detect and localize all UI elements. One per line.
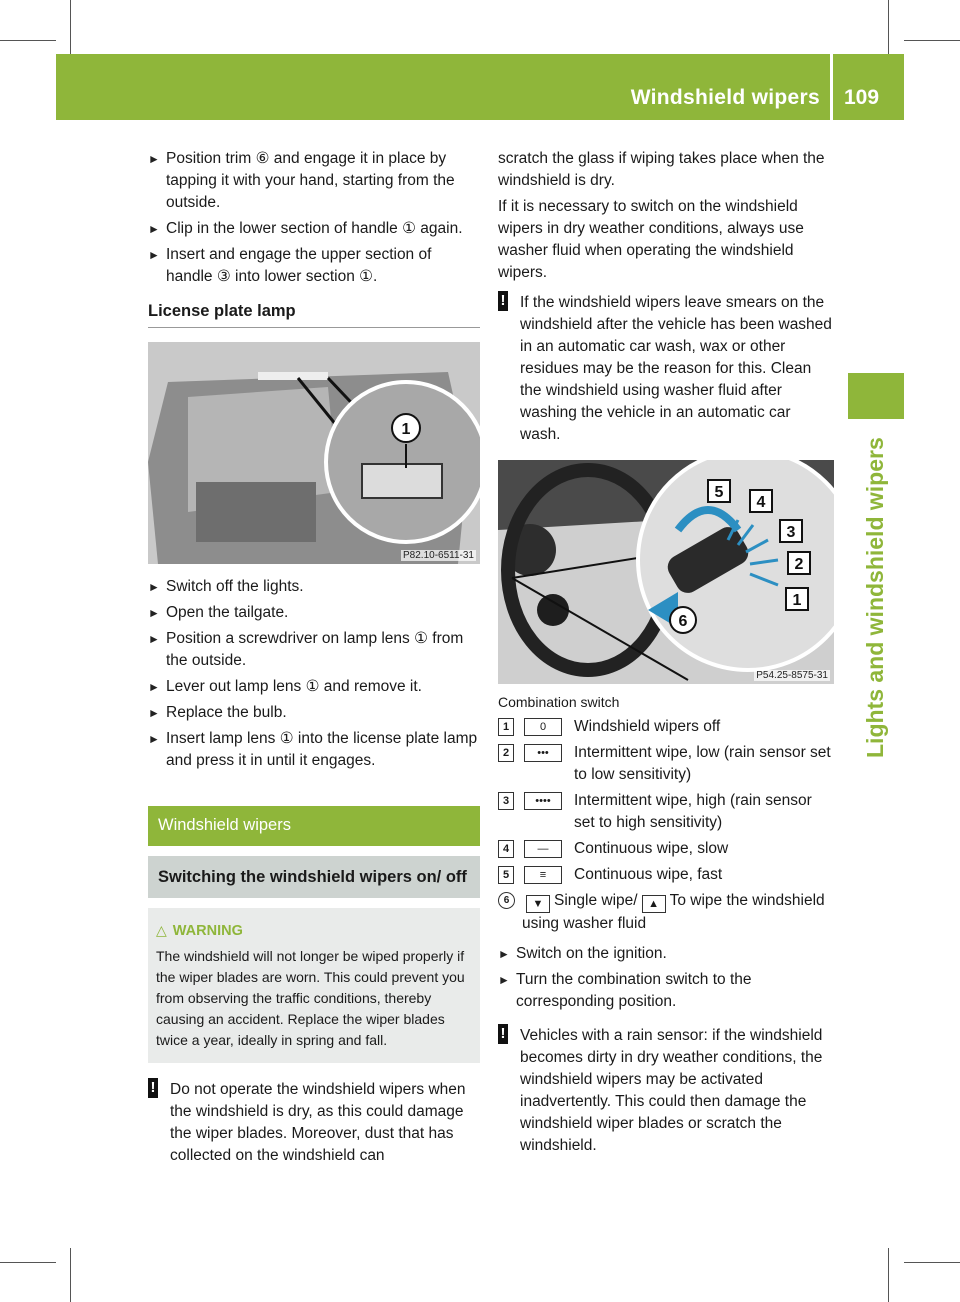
legend-item: 5 ≡ Continuous wipe, fast (498, 864, 834, 886)
legend-key: 6 (498, 892, 515, 909)
list-item: ► Position trim ⑥ and engage it in place by tapping it with your hand, starting from the outside. (148, 150, 455, 211)
notice: ! If the windshield wipers leave smears on the windshield after the vehicle has been washed in an automatic car wash, wax or other residues may be the reason for this. Clean the windshield using washer fluid after washing the vehicle in an automatic car wash. (498, 292, 834, 446)
crop-mark (0, 1262, 56, 1263)
crop-mark (904, 40, 960, 41)
list-item: ► Switch on the ignition. (498, 943, 834, 965)
legend-item: 1 0 Windshield wipers off (498, 716, 834, 738)
exclamation-icon: ! (148, 1078, 158, 1098)
legend-item: 6 ▼ Single wipe/ ▲ To wipe the windshield using washer fluid (498, 890, 834, 935)
page-title: Windshield wipers (630, 86, 820, 109)
list-item: ► Turn the combination switch to the corresponding position. (498, 971, 752, 1010)
figure-caption: Combination switch (498, 694, 620, 710)
crop-mark (888, 0, 889, 54)
notice: ! Do not operate the windshield wipers when the windshield is dry, as this could damage the wiper blades. Moreover, dust that has collected on the windshield can (148, 1079, 480, 1167)
arrow-icon: ► (148, 248, 160, 262)
notice: ! Vehicles with a rain sensor: if the windshield becomes dirty in dry weather conditions, the windshield wipers may be activated inadvertently. This could then damage the windshield wiper blades or scratch the windshield. (498, 1025, 834, 1157)
arrow-icon: ► (148, 606, 160, 620)
legend-key: 4 (498, 840, 514, 858)
legend-item: 3 •••• Intermittent wipe, high (rain sensor set to high sensitivity) (498, 790, 834, 834)
arrow-icon: ► (148, 706, 160, 720)
washer-fluid-icon: ▲ (642, 895, 666, 913)
arrow-icon: ► (498, 973, 510, 987)
side-tab-label: Lights and windshield wipers (862, 437, 888, 758)
warning-triangle-icon: △ (156, 922, 167, 938)
single-wipe-icon: ▼ (526, 895, 550, 913)
legend-key: 5 (498, 866, 514, 884)
legend-item: 4 — Continuous wipe, slow (498, 838, 834, 860)
section-heading-license-plate-lamp: License plate lamp (148, 302, 480, 328)
wiper-off-icon: 0 (524, 718, 562, 736)
list-item: ► Clip in the lower section of handle ① again. (148, 218, 480, 240)
legend-key: 2 (498, 744, 514, 762)
position-6-label: 6 (678, 613, 688, 630)
warning-text: The windshield will not longer be wiped properly if the wiper blades are worn. This could prevent you from observing the traffic conditions, thereby causing an accident. Replace the wiper blades twice a year, ideally in spring and fall. (156, 948, 465, 1048)
intermittent-low-icon: ••• (524, 744, 562, 762)
right-column (498, 148, 834, 1161)
combination-switch-illustration (498, 460, 834, 684)
position-2-label: 2 (794, 556, 804, 573)
intermittent-high-icon: •••• (524, 792, 562, 810)
section-heading-windshield-wipers: Windshield wipers (148, 806, 480, 846)
list-item: ► Replace the bulb. (148, 702, 480, 724)
callout-1-label: 1 (401, 421, 411, 438)
list-item: ► Lever out lamp lens ① and remove it. (148, 676, 480, 698)
crop-mark (888, 1248, 889, 1302)
arrow-icon: ► (148, 222, 160, 236)
combination-switch-figure (498, 460, 834, 684)
exclamation-icon: ! (498, 291, 508, 311)
tailgate-illustration (148, 342, 480, 564)
figure-code: P82.10-6511-31 (403, 550, 474, 561)
list-item: ► Insert lamp lens ① into the license plate lamp and press it in until it engages. (148, 730, 478, 769)
crop-mark (70, 0, 71, 54)
position-1-label: 1 (792, 592, 802, 609)
page-number: 109 (844, 86, 880, 109)
arrow-icon: ► (148, 580, 160, 594)
list-item: ► Open the tailgate. (148, 602, 480, 624)
arrow-icon: ► (498, 947, 510, 961)
legend-key: 3 (498, 792, 514, 810)
position-4-label: 4 (756, 494, 766, 511)
continuous-fast-icon: ≡ (524, 866, 562, 884)
list-item: ► Switch off the lights. (148, 576, 480, 598)
paragraph: If it is necessary to switch on the windshield wipers in dry weather conditions, always use washer fluid when operating the windshield wipers. (498, 198, 804, 281)
arrow-icon: ► (148, 632, 160, 646)
figure-code: P54.25-8575-31 (756, 670, 828, 681)
arrow-icon: ► (148, 680, 160, 694)
legend-key: 1 (498, 718, 514, 736)
crop-mark (70, 1248, 71, 1302)
position-5-label: 5 (714, 484, 724, 501)
crop-mark (0, 40, 56, 41)
warning-box (148, 908, 480, 1063)
list-item: ► Insert and engage the upper section of handle ③ into lower section ①. (148, 246, 432, 285)
list-item: ► Position a screwdriver on lamp lens ① from the outside. (148, 630, 464, 669)
legend-item: 2 ••• Intermittent wipe, low (rain sensor set to low sensitivity) (498, 742, 834, 786)
side-tab-marker (848, 373, 904, 419)
arrow-icon: ► (148, 152, 160, 166)
exclamation-icon: ! (498, 1024, 508, 1044)
header-separator (830, 54, 833, 120)
paragraph: scratch the glass if wiping takes place when the windshield is dry. (498, 150, 825, 189)
left-column (148, 148, 480, 1171)
arrow-icon: ► (148, 732, 160, 746)
continuous-slow-icon: — (524, 840, 562, 858)
warning-title: △ WARNING (156, 922, 243, 939)
crop-mark (904, 1262, 960, 1263)
position-3-label: 3 (786, 524, 796, 541)
license-plate-lamp-figure (148, 342, 480, 564)
subsection-heading: Switching the windshield wipers on/ off (148, 856, 480, 898)
